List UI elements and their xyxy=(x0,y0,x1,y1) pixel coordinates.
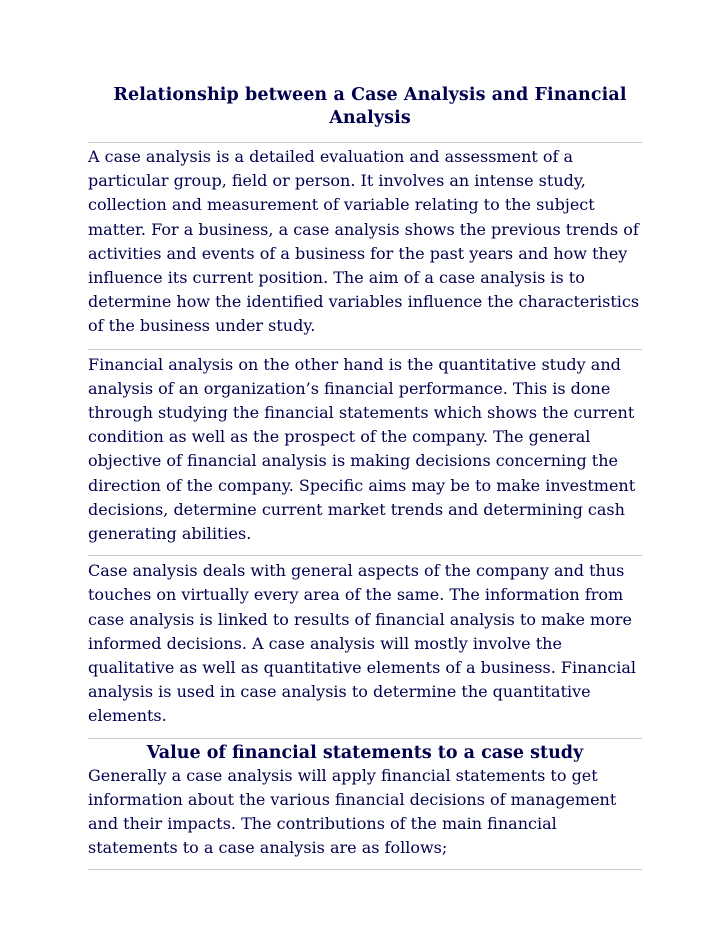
section-heading: Value of financial statements to a case study xyxy=(146,742,584,763)
document-title xyxy=(88,84,642,130)
divider xyxy=(88,869,642,870)
document-title-text: Relationship between a Case Analysis and Financial Analysis xyxy=(113,85,627,128)
paragraph-case-analysis: A case analysis is a detailed evaluation and assessment of a particular group, field or person. It involves an intense study, collection and measurement of variable relating to the subject matter. For a business, a case analysis shows the previous trends of activities and events of a business for the past years and how they influence its current position. The aim of a case analysis is to determine how the identified variables influence the characteristics of the business under study. xyxy=(88,147,640,336)
paragraph-financial-analysis: Financial analysis on the other hand is the quantitative study and analysis of an organization’s financial performance. This is done through studying the financial statements which shows the current condition as well as the prospect of the company. The general objective of financial analysis is making decisions concerning the direction of the company. Specific aims may be to make investment decisions, determine current market trends and determining cash generating abilities. xyxy=(88,354,636,544)
document-page xyxy=(88,84,642,870)
paragraph-financial-statements: Generally a case analysis will apply financial statements to get information about the various financial decisions of management and their impacts. The contributions of the main financial statements to a case analysis are as follows; xyxy=(88,765,617,858)
paragraph-relationship: Case analysis deals with general aspects of the company and thus touches on virtually every area of the same. The information from case analysis is linked to results of financial analysis to make more informed decisions. A case analysis will mostly involve the qualitative as well as quantitative elements of a business. Financial analysis is used in case analysis to determine the quantitative elements. xyxy=(88,561,636,726)
